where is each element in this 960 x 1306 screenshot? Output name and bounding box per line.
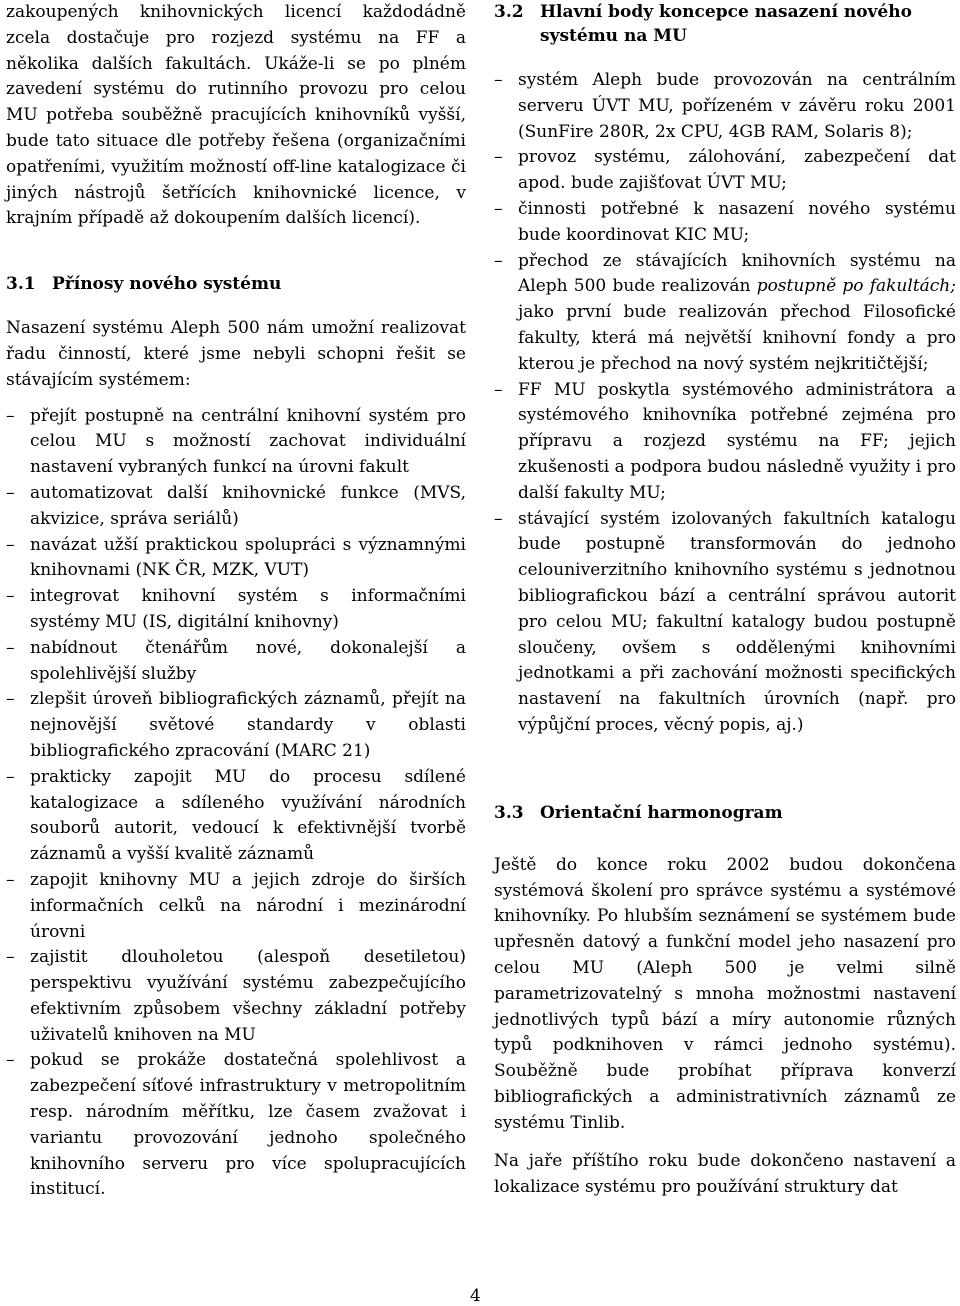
benefits-list <box>6 404 466 1204</box>
list-item: – prakticky zapojit MU do procesu sdílené katalogizace a sdíleného využívání národních souborů autorit, vedoucí k efektivnější tvorbě záznamů a vyšší kvalitě záznamů <box>6 766 466 865</box>
section-heading-3-1 <box>6 272 466 296</box>
dash-mark: – <box>494 70 503 90</box>
dash-mark: – <box>494 508 503 529</box>
dash-mark: – <box>494 147 503 168</box>
intro-paragraph: zakoupených knihovnických licencí každodádně zcela dostačuje pro rozjezd systému na FF a několika dalších fakultách. Ukáže-li se po plném zavedení systému do rutinního provozu pro celou MU potřeba souběžně pracujících knihovníků vyšší, bude tato situace dle potřeby řešena (organizačními opatřeními, využitím možností off-line katalogizace či jiných nástrojů šetřících knihovnické licence, v krajním případě až dokoupením dalších licencí). <box>6 2 466 229</box>
concept-list <box>494 68 956 739</box>
schedule-paragraph-1: Ještě do konce roku 2002 budou dokončena systémová školení pro správce systému a systémové knihovníky. Po hlubším seznámení se systémem bude upřesněn datový a funkční model jeho nasazení pro celou MU (Aleph 500 je velmi silně parametrizovatelný s mnoha možnostmi nastavení jednotlivých typů bází a míry autonomie různých typů podknihoven v rámci jednoho systému). Souběžně bude probíhat příprava konverzí bibliografických a administrativních záznamů ze systému Tinlib. <box>494 854 956 1133</box>
section-title: Orientační harmonogram <box>540 802 783 823</box>
dash-mark: – <box>494 379 503 400</box>
list-item: – stávající systém izolovaných fakultních katalogu bude postupně transformován do jednoho celouniverzitního knihovního systému s jednotnou bibliografickou bází a centrální správou autorit pro celou MU; fakultní katalogy budou postupně sloučeny, ovšem s oddělenými knihovními jednotkami a při zachování možnosti specifických nastavení na fakultních úrovních (např. pro výpůjční proces, věcný popis, aj.) <box>494 508 956 735</box>
dash-mark: – <box>6 689 15 710</box>
section-heading-3-3 <box>494 801 956 825</box>
list-item: – nabídnout čtenářům nové, dokonalejší a spolehlivější služby <box>6 637 466 684</box>
dash-mark: – <box>6 534 15 555</box>
list-item: – automatizovat další knihovnické funkce (MVS, akvizice, správa seriálů) <box>6 482 466 529</box>
dash-mark: – <box>494 250 503 271</box>
section-title: Hlavní body koncepce nasazení nového systému na MU <box>540 2 912 46</box>
list-item: – činnosti potřebné k nasazení nového systému bude koordinovat KIC MU; <box>494 198 956 245</box>
left-column <box>6 0 466 1203</box>
list-item: – zapojit knihovny MU a jejich zdroje do širších informačních celků na národní i mezinárodní úrovni <box>6 869 466 942</box>
list-item: – systém Aleph bude provozován na centrálním serveru ÚVT MU, pořízeném v závěru roku 2001 (SunFire 280R, 2x CPU, 4GB RAM, Solaris 8); <box>494 70 956 142</box>
list-item: – zlepšit úroveň bibliografických záznamů, přejít na nejnovější světové standardy v oblasti bibliografického zpracování (MARC 21) <box>6 689 466 761</box>
section-number: 3.1 <box>6 274 36 295</box>
list-item: – zajistit dlouholetou (alespoň desetiletou) perspektivu využívání systému zabezpečujícího efektivním způsobem všechny základní potřeby uživatelů knihoven na MU <box>6 947 466 1045</box>
lead-paragraph: Nasazení systému Aleph 500 nám umožní realizovat řadu činností, které jsme nebyli schopni řešit se stávajícím systémem: <box>6 318 466 390</box>
italic-phrase: postupně po fakultách; <box>756 276 956 297</box>
schedule-paragraph-2: Na jaře příštího roku bude dokončeno nastavení a lokalizace systému pro používání struktury dat <box>494 1151 956 1198</box>
list-item: – FF MU poskytla systémového administrátora a systémového knihovníka potřebné zejména pro přípravu a rozjezd systému na FF; jejich zkušenosti a podpora budou následně využity i pro další fakulty MU; <box>494 379 956 503</box>
dash-mark: – <box>6 637 15 658</box>
list-item: – přejít postupně na centrální knihovní systém pro celou MU s možností zachovat individuální nastavení vybraných funkcí na úrovni fakult <box>6 405 466 478</box>
dash-mark: – <box>6 869 15 890</box>
right-column <box>494 0 956 1201</box>
dash-mark: – <box>6 482 15 503</box>
list-item: – navázat užší praktickou spolupráci s významnými knihovnami (NK ČR, MZK, VUT) <box>6 534 466 581</box>
list-item: – integrovat knihovní systém s informačními systémy MU (IS, digitální knihovny) <box>6 586 466 632</box>
list-item: – přechod ze stávajících knihovních systému na Aleph 500 bude realizován postupně po fakultách; jako první bude realizován přechod Filosofické fakulty, která má největší knihovní fondy a pro kterou je přechod na nový systém nejkritičtější; <box>494 250 956 374</box>
dash-mark: – <box>494 198 503 219</box>
dash-mark: – <box>6 766 15 787</box>
page-number: 4 <box>470 1286 481 1306</box>
dash-mark: – <box>6 405 15 426</box>
list-item: – pokud se prokáže dostatečná spolehlivost a zabezpečení síťové infrastruktury v metropolitním resp. národním měřítku, lze časem zvažovat i variantu provozování jednoho společného knihovního serveru pro více spolupracujících institucí. <box>6 1050 466 1200</box>
section-heading-3-2 <box>494 0 956 48</box>
section-number: 3.2 <box>494 2 524 22</box>
section-number: 3.3 <box>494 802 524 823</box>
dash-mark: – <box>6 947 15 968</box>
section-title: Přínosy nového systému <box>52 274 282 295</box>
list-item: – provoz systému, zálohování, zabezpečení dat apod. bude zajišťovat ÚVT MU; <box>494 147 956 194</box>
dash-mark: – <box>6 586 15 607</box>
dash-mark: – <box>6 1050 15 1071</box>
